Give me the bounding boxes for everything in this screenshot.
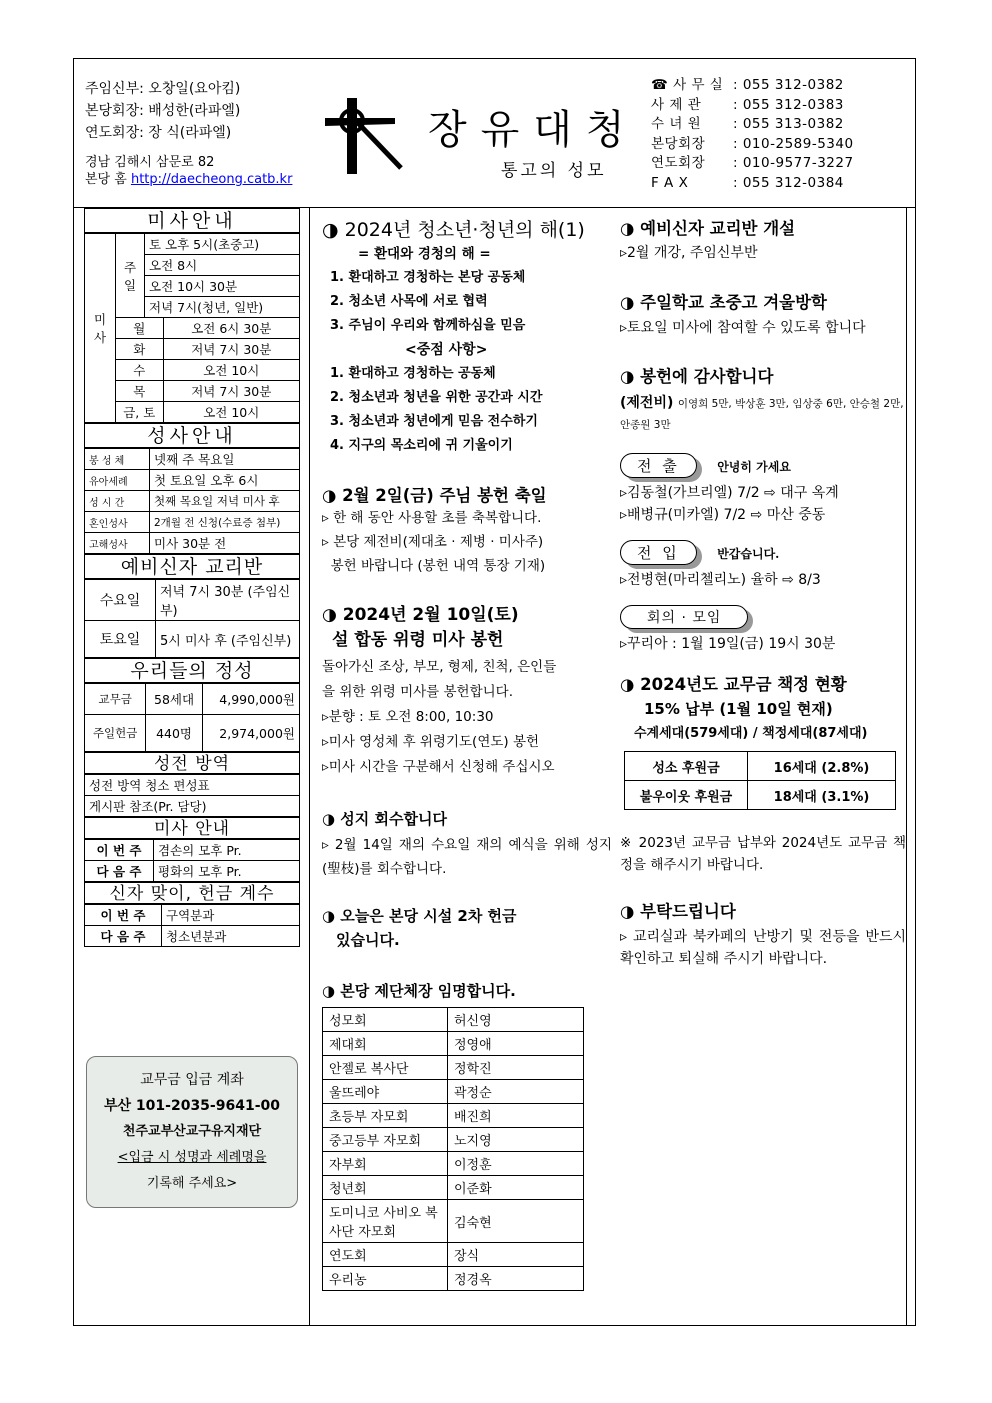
winter-break-title: ◑ 주일학교 초중고 겨울방학	[620, 293, 827, 312]
leader-name: 배진희	[448, 1104, 584, 1128]
header	[73, 58, 916, 208]
group-name: 청년회	[323, 1176, 448, 1200]
catechism-time: 저녁 7시 30분 (주임신부)	[156, 580, 300, 621]
leader-name: 정학진	[448, 1056, 584, 1080]
tithe-value: 16세대 (2.8%)	[748, 752, 896, 781]
transfer-out-note: 안녕히 가세요	[717, 460, 791, 474]
guide-team: 겸손의 모후 Pr.	[154, 840, 300, 861]
group-name: 울뜨레야	[323, 1080, 448, 1104]
guide-team: 평화의 모후 Pr.	[154, 861, 300, 882]
youth-year-title: ◑ 2024년 청소년·청년의 해(1)	[322, 219, 585, 241]
tithe-category: 성소 후원금	[625, 752, 748, 781]
leader-name: 곽정순	[448, 1080, 584, 1104]
second-collection-title: ◑ 오늘은 본당 시설 2차 헌금	[322, 907, 517, 925]
tithe-status-sub: 15% 납부 (1월 10일 현재)	[644, 700, 833, 718]
contact-list	[651, 76, 854, 193]
tithe-status-title: ◑ 2024년도 교무금 책정 현황	[620, 675, 847, 694]
appointments-table	[322, 1007, 584, 1291]
memorial-mass-title: ◑ 2024년 2월 10일(토)	[322, 605, 519, 625]
home-link[interactable]: http://daecheong.catb.kr	[130, 172, 293, 187]
text-line: 을 위한 위령 미사를 봉헌합니다.	[322, 684, 513, 700]
contact-row: 사 제 관 : 055 312-0383	[651, 96, 844, 113]
request-title: ◑ 부탁드립니다	[620, 902, 736, 921]
leader-name: 이정훈	[448, 1152, 584, 1176]
weekday-time: 오전 6시 30분	[163, 318, 299, 339]
sacrament-time: 첫째 목요일 저녁 미사 후	[150, 491, 300, 512]
group-name: 안젤로 복사단	[323, 1056, 448, 1080]
catechism-heading: 예비신자 교리반	[84, 554, 300, 579]
thanks-title: ◑ 봉헌에 감사합니다	[620, 367, 774, 386]
group-name: 자부회	[323, 1152, 448, 1176]
text-line: ▹김동철(가브리엘) 7/2 ⇨ 대구 옥계	[620, 485, 839, 501]
middle-column	[322, 215, 612, 1291]
sacrament-name: 봉 성 체	[85, 449, 150, 470]
mass-label: 미사	[85, 234, 116, 423]
focus-label: <중점 사항>	[405, 342, 488, 358]
contact-row: 본당회장 : 010-2589-5340	[651, 135, 854, 152]
tithe-note: ※ 2023년 교무금 납부와 2024년도 교무금 책정을 해주시기 바랍니다.	[620, 835, 906, 873]
group-name: 성모회	[323, 1008, 448, 1032]
sunday-time: 저녁 7시(청년, 일반)	[145, 297, 300, 318]
text-line: 봉헌 바랍니다 (봉헌 내역 통장 기재)	[322, 558, 546, 574]
tithe-status-sub2: 수계세대(579세대) / 책정세대(87세대)	[634, 726, 868, 741]
account-number: 부산 101-2035-9641-00	[104, 1098, 280, 1114]
request-body: ▹ 교리실과 북카페의 난방기 및 전등을 반드시 확인하고 퇴실해 주시기 바랍니다.	[620, 929, 906, 967]
pastor: 주임신부: 오창일(요아킴)	[85, 81, 241, 97]
youth-year-subtitle: = 환대와 경청의 해 =	[358, 246, 491, 262]
text-line: ▹ 본당 제전비(제대초 · 제병 · 미사주)	[322, 534, 544, 550]
column-divider	[906, 208, 907, 1326]
text-line: ▹미사 시간을 구분해서 신청해 주십시오	[322, 759, 555, 775]
tithe-value: 18세대 (3.1%)	[748, 781, 896, 810]
mass-guide-table	[84, 839, 300, 882]
account-title: 교무금 입금 계좌	[140, 1072, 244, 1088]
catechism-day: 수요일	[85, 580, 156, 621]
youth-goals	[330, 266, 612, 458]
greeter-heading: 신자 맞이, 헌금 계수	[84, 882, 300, 904]
leader-name: 허신영	[448, 1008, 584, 1032]
cross-logo-icon	[323, 96, 403, 176]
sunday-time: 오전 10시 30분	[145, 276, 300, 297]
goal-item: 3. 주님이 우리와 함께하심을 믿음	[330, 318, 526, 333]
offering-type: 주일헌금	[85, 715, 146, 752]
cleaning-heading: 성전 방역	[84, 752, 300, 774]
account-note: 기록해 주세요>	[146, 1176, 238, 1191]
offering-count: 58세대	[146, 684, 202, 715]
weekday: 월	[116, 318, 164, 339]
transfer-in-tag: 전 입	[620, 540, 697, 565]
contact-row: 수 녀 원 : 055 313-0382	[651, 116, 844, 132]
catechism-open-title: ◑ 예비신자 교리반 개설	[620, 219, 796, 238]
group-name: 우리농	[323, 1267, 448, 1291]
text-line: ▹분향 : 토 오전 8:00, 10:30	[322, 709, 494, 725]
bulletin-subtitle: 통고의 성모	[501, 161, 607, 181]
weekday: 화	[116, 339, 164, 360]
text-line: ▹ 한 해 동안 사용할 초를 축복합니다.	[322, 510, 542, 526]
text-line: 돌아가신 조상, 부모, 형제, 친척, 은인들	[322, 659, 557, 675]
second-collection-title2: 있습니다.	[336, 931, 400, 949]
focus-item: 3. 청소년과 청년에게 믿음 전수하기	[330, 414, 538, 429]
palm-collection-body: ▹ 2월 14일 재의 수요일 재의 예식을 위해 성지(聖枝)를 회수합니다.	[322, 837, 612, 877]
catechism-time: 5시 미사 후 (주임신부)	[156, 621, 300, 658]
offering-amount: 4,990,000원	[202, 684, 299, 715]
group-name: 중고등부 자모회	[323, 1128, 448, 1152]
account-box	[86, 1056, 298, 1208]
column-divider	[309, 208, 310, 1326]
appointments-title: ◑ 본당 제단체장 임명합니다.	[322, 982, 516, 1000]
text-line: ▹미사 영성체 후 위령기도(연도) 봉헌	[322, 734, 540, 750]
sacrament-time: 미사 30분 전	[150, 533, 300, 554]
catechism-open-body: ▹2월 개강, 주임신부반	[620, 245, 758, 261]
bulletin-title: 장유대청	[428, 107, 639, 153]
mass-guide-heading: 미사 안내	[84, 817, 300, 839]
sacrament-heading: 성사안내	[84, 423, 300, 448]
catechism-table	[84, 579, 300, 658]
weekday-time: 오전 10시	[163, 360, 299, 381]
memorial-mass-title2: 설 합동 위령 미사 봉헌	[332, 630, 504, 650]
winter-break-body: ▹토요일 미사에 참여할 수 있도록 합니다	[620, 320, 866, 336]
sacrament-name: 성 시 간	[85, 491, 150, 512]
offering-count: 440명	[146, 715, 202, 752]
greeter-team: 구역분과	[162, 905, 300, 926]
palm-collection-title: ◑ 성지 회수합니다	[322, 810, 447, 828]
weekday-time: 저녁 7시 30분	[163, 339, 299, 360]
meeting-tag: 회의 · 모임	[620, 605, 748, 629]
presentation-feast-body	[322, 506, 612, 578]
mass-schedule-table	[84, 233, 300, 423]
sacrament-time: 넷째 주 목요일	[150, 449, 300, 470]
greeter-team: 청소년분과	[162, 926, 300, 947]
text-line: ▹배병규(미카엘) 7/2 ⇨ 마산 중동	[620, 507, 826, 523]
cleaning-note: 게시판 참조(Pr. 담당)	[85, 796, 300, 817]
account-note: <입금 시 성명과 세례명을	[117, 1150, 267, 1165]
week-label: 이 번 주	[85, 905, 162, 926]
parish-president: 본당회장: 배성한(라파엘)	[85, 103, 241, 119]
sacrament-time: 2개월 전 신청(수료증 첨부)	[150, 512, 300, 533]
transfer-out-tag: 전 출	[620, 453, 697, 478]
mass-info-heading: 미사안내	[84, 208, 300, 233]
catechism-day: 토요일	[85, 621, 156, 658]
group-name: 초등부 자모회	[323, 1104, 448, 1128]
thanks-label: (제전비)	[620, 395, 674, 411]
leader-name: 정영애	[448, 1032, 584, 1056]
right-column	[620, 215, 906, 970]
transfer-in-list: ▹전병현(마리첼리노) 율하 ⇨ 8/3	[620, 572, 821, 588]
week-label: 다 음 주	[85, 926, 162, 947]
leader-name: 김숙현	[448, 1200, 584, 1243]
tithe-category: 불우이웃 후원금	[625, 781, 748, 810]
thanks-list: 이영희 5만, 박상훈 3만, 임상중 6만, 안승철 2만, 안종원 3만	[620, 398, 904, 431]
left-column	[84, 208, 300, 947]
sacrament-name: 유아세례	[85, 470, 150, 491]
week-label: 이 번 주	[85, 840, 154, 861]
leader-name: 장식	[448, 1243, 584, 1267]
weekday-time: 저녁 7시 30분	[163, 381, 299, 402]
home-label: 본당 홈	[85, 172, 127, 187]
cleaning-note: 성전 방역 청소 편성표	[85, 775, 300, 796]
presentation-feast-title: ◑ 2월 2일(금) 주님 봉헌 축일	[322, 486, 547, 505]
offering-heading: 우리들의 정성	[84, 658, 300, 683]
goal-item: 2. 청소년 사목에 서로 협력	[330, 294, 488, 309]
sunday-time: 토 오후 5시(초중고)	[145, 234, 300, 255]
weekday: 금, 토	[116, 402, 164, 423]
offering-amount: 2,974,000원	[202, 715, 299, 752]
sacrament-time: 첫 토요일 오후 6시	[150, 470, 300, 491]
group-name: 도미니코 사비오 복사단 자모회	[323, 1200, 448, 1243]
cleaning-table	[84, 774, 300, 817]
sacrament-name: 고해성사	[85, 533, 150, 554]
transfer-out-list	[620, 482, 906, 526]
leader-name: 정경옥	[448, 1267, 584, 1291]
offering-type: 교무금	[85, 684, 146, 715]
contact-row: F A X : 055 312-0384	[651, 174, 844, 191]
group-name: 연도회	[323, 1243, 448, 1267]
memorial-mass-body	[322, 655, 612, 780]
sunday-time: 오전 8시	[145, 255, 300, 276]
leader-name: 노지영	[448, 1128, 584, 1152]
header-left	[85, 78, 292, 188]
goal-item: 1. 환대하고 경청하는 본당 공동체	[330, 270, 526, 285]
contact-row: ☎ 사 무 실 : 055 312-0382	[651, 77, 844, 93]
focus-item: 2. 청소년과 청년을 위한 공간과 시간	[330, 390, 543, 405]
meeting-list: ▹꾸리아 : 1월 19일(금) 19시 30분	[620, 636, 836, 652]
sunday-label: 주일	[116, 234, 145, 318]
leader-name: 이준화	[448, 1176, 584, 1200]
weekday: 목	[116, 381, 164, 402]
weekday: 수	[116, 360, 164, 381]
transfer-in-note: 반갑습니다.	[717, 547, 780, 561]
requiem-president: 연도회장: 장 식(라파엘)	[85, 125, 232, 141]
week-label: 다 음 주	[85, 861, 154, 882]
sacrament-name: 혼인성사	[85, 512, 150, 533]
focus-item: 4. 지구의 목소리에 귀 기울이기	[330, 438, 513, 453]
greeter-table	[84, 904, 300, 947]
weekday-time: 오전 10시	[163, 402, 299, 423]
sacrament-table	[84, 448, 300, 554]
group-name: 제대회	[323, 1032, 448, 1056]
address: 경남 김해시 삼문로 82	[85, 155, 215, 170]
contact-row: 연도회장 : 010-9577-3227	[651, 155, 854, 171]
focus-item: 1. 환대하고 경청하는 공동체	[330, 366, 496, 381]
offering-table	[84, 683, 300, 752]
tithe-table	[624, 751, 896, 810]
account-holder: 천주교부산교구유지재단	[122, 1124, 262, 1139]
